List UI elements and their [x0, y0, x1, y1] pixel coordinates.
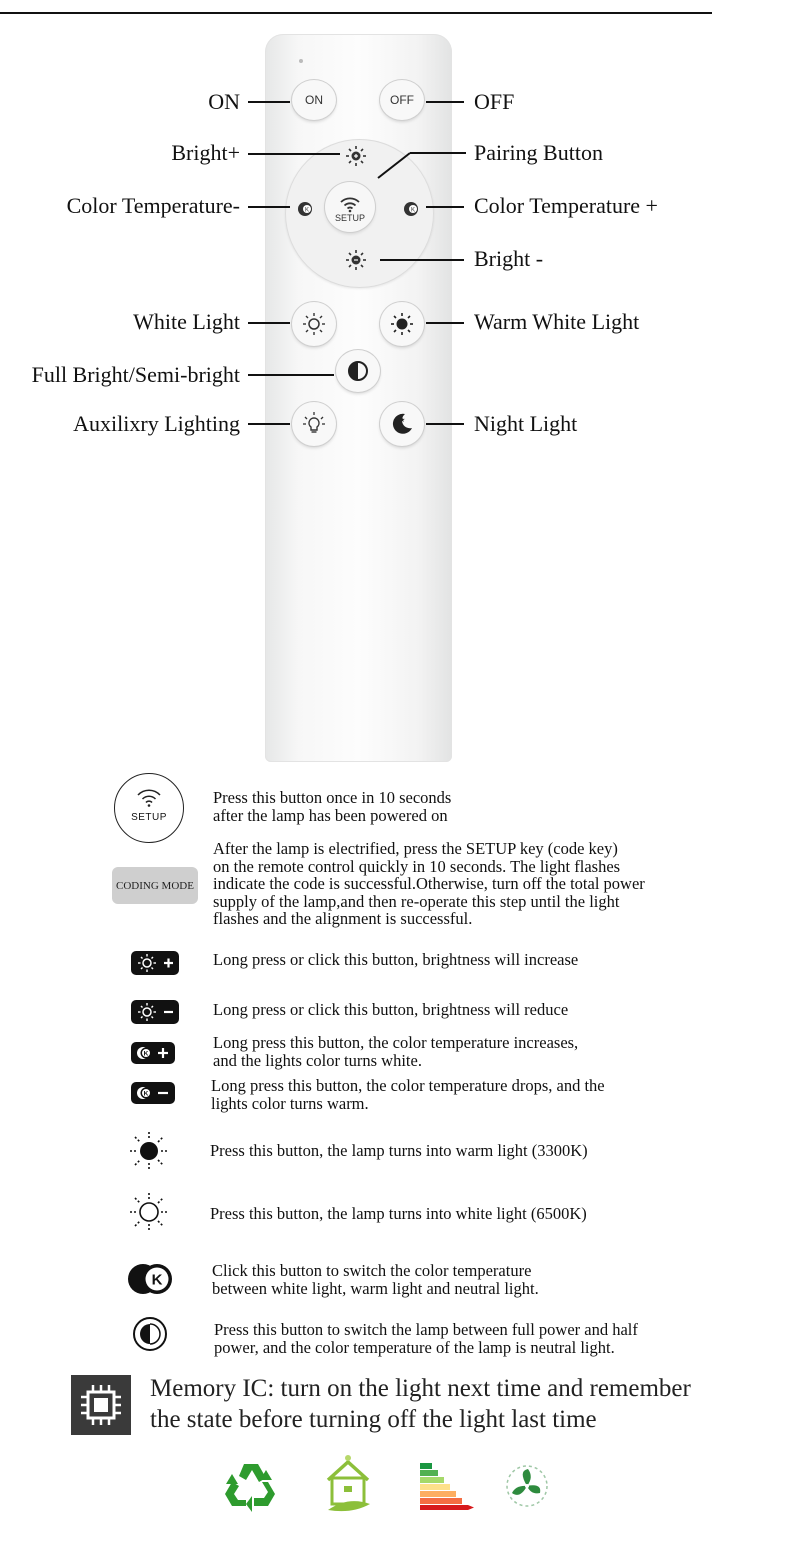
- setup-description: [213, 789, 451, 824]
- desc-line: lights color turns warm.: [211, 1093, 369, 1113]
- desc-line: between white light, warm light and neutral light.: [212, 1278, 539, 1298]
- leader-color-temp-plus: [426, 206, 464, 208]
- desc-line: Press this button to switch the lamp between full power and half: [214, 1320, 638, 1339]
- white-light-button[interactable]: [292, 302, 336, 346]
- bright-minus-legend-icon: [131, 1000, 179, 1024]
- white-light-description: Press this button, the lamp turns into white light (6500K): [210, 1204, 587, 1223]
- full-half-power-description: [214, 1321, 638, 1356]
- color-temp-minus-icon[interactable]: [293, 198, 317, 220]
- label-color-temp-plus: Color Temperature +: [474, 193, 658, 218]
- svg-text:K: K: [151, 1271, 163, 1289]
- svg-text:K: K: [304, 207, 310, 214]
- color-temp-plus-legend-icon: [131, 1042, 175, 1064]
- half-circle-icon: [346, 359, 370, 383]
- memory-line: Memory IC: turn on the light next time and remember: [150, 1375, 691, 1402]
- eco-leaf-icon: [504, 1463, 550, 1509]
- full-half-power-legend-icon: [131, 1316, 169, 1352]
- desc-line: on the remote control quickly in 10 seconds. The light flashes: [213, 856, 621, 876]
- leader-full-semi: [248, 374, 334, 376]
- sun-outline-icon: [301, 311, 327, 337]
- label-pairing: Pairing Button: [474, 140, 603, 165]
- desc-line: indicate the code is successful.Otherwise, turn off the total power: [213, 874, 645, 893]
- bright-plus-icon[interactable]: [344, 144, 368, 168]
- setup-button[interactable]: [325, 182, 375, 232]
- label-auxiliary: Auxilixry Lighting: [73, 411, 240, 436]
- full-semi-bright-button[interactable]: [336, 350, 380, 392]
- white-light-legend-icon: [128, 1192, 170, 1232]
- energy-label-icon: [418, 1461, 476, 1511]
- on-button-label: ON: [305, 93, 323, 107]
- leader-white-light: [248, 322, 290, 324]
- leader-warm-white: [426, 322, 464, 324]
- desc-line: power, and the color temperature of the lamp is neutral light.: [214, 1337, 615, 1357]
- color-temp-minus-legend-icon: [131, 1082, 175, 1104]
- leader-off: [426, 101, 464, 103]
- off-button[interactable]: [380, 80, 424, 120]
- leader-bright-minus: [380, 259, 464, 261]
- bright-minus-description: Long press or click this button, brightness will reduce: [213, 1000, 569, 1019]
- desc-line: after the lamp has been powered on: [213, 805, 448, 825]
- eco-home-icon: [322, 1454, 374, 1516]
- color-temp-minus-description: [211, 1077, 605, 1112]
- desc-line: After the lamp is electrified, press the SETUP key (code key): [213, 839, 618, 858]
- leader-night: [426, 423, 464, 425]
- night-light-button[interactable]: [380, 402, 424, 446]
- label-bright-plus: Bright+: [171, 140, 240, 165]
- leader-on: [248, 101, 290, 103]
- wifi-icon: [325, 182, 375, 232]
- memory-line: the state before turning off the light last time: [150, 1406, 597, 1433]
- memory-chip-icon: [71, 1375, 131, 1435]
- bulb-icon: [301, 411, 327, 437]
- label-night-light: Night Light: [474, 411, 578, 436]
- sun-filled-icon: [389, 311, 415, 337]
- warm-white-light-button[interactable]: [380, 302, 424, 346]
- leader-auxiliary: [248, 423, 290, 425]
- svg-text:K: K: [143, 1050, 149, 1058]
- led-dot: [299, 59, 303, 63]
- color-switch-k-icon: [126, 1262, 174, 1296]
- label-full-semi-bright: Full Bright/Semi-bright: [31, 362, 240, 387]
- label-bright-minus: Bright -: [474, 246, 544, 271]
- setup-legend-label: SETUP: [131, 812, 167, 823]
- leader-color-temp-minus: [248, 206, 290, 208]
- off-button-label: OFF: [390, 93, 414, 107]
- bright-plus-description: Long press or click this button, brightness will increase: [213, 950, 579, 969]
- desc-line: Press this button once in 10 seconds: [213, 788, 452, 807]
- desc-line: and the lights color turns white.: [213, 1050, 422, 1070]
- desc-line: Long press this button, the color temperature drops, and the: [211, 1076, 605, 1095]
- wifi-icon: [134, 785, 164, 811]
- label-color-temp-minus: Color Temperature-: [66, 193, 240, 218]
- moon-icon: [389, 411, 415, 437]
- setup-legend-icon: [114, 773, 184, 843]
- recycle-icon: [222, 1460, 280, 1514]
- desc-line: Click this button to switch the color temperature: [212, 1261, 532, 1280]
- bright-plus-legend-icon: [131, 951, 179, 975]
- color-switch-description: [212, 1262, 539, 1297]
- coding-mode-badge: CODING MODE: [112, 867, 198, 904]
- svg-text:★: ★: [399, 416, 406, 424]
- label-warm-white-light: Warm White Light: [474, 309, 640, 334]
- warm-light-legend-icon: [128, 1131, 170, 1171]
- label-white-light: White Light: [133, 309, 240, 334]
- svg-text:K: K: [143, 1090, 149, 1098]
- auxiliary-lighting-button[interactable]: [292, 402, 336, 446]
- color-temp-plus-description: [213, 1034, 578, 1069]
- desc-line: flashes and the alignment is successful.: [213, 909, 473, 928]
- coding-description: [213, 840, 645, 928]
- desc-line: supply of the lamp,and then re-operate this step until the light: [213, 891, 620, 911]
- warm-light-description: Press this button, the lamp turns into warm light (3300K): [210, 1141, 588, 1160]
- desc-line: Long press this button, the color temperature increases,: [213, 1033, 579, 1052]
- top-rule: [0, 12, 712, 14]
- leader-bright-plus: [248, 153, 340, 155]
- label-off: OFF: [474, 89, 515, 114]
- setup-button-label: SETUP: [334, 213, 365, 223]
- memory-ic-text: [150, 1373, 691, 1435]
- color-temp-plus-icon[interactable]: [399, 198, 423, 220]
- bright-minus-icon[interactable]: [344, 248, 368, 272]
- on-button[interactable]: [292, 80, 336, 120]
- svg-text:K: K: [410, 207, 416, 214]
- leader-pairing: [376, 150, 468, 180]
- label-on: ON: [208, 89, 240, 114]
